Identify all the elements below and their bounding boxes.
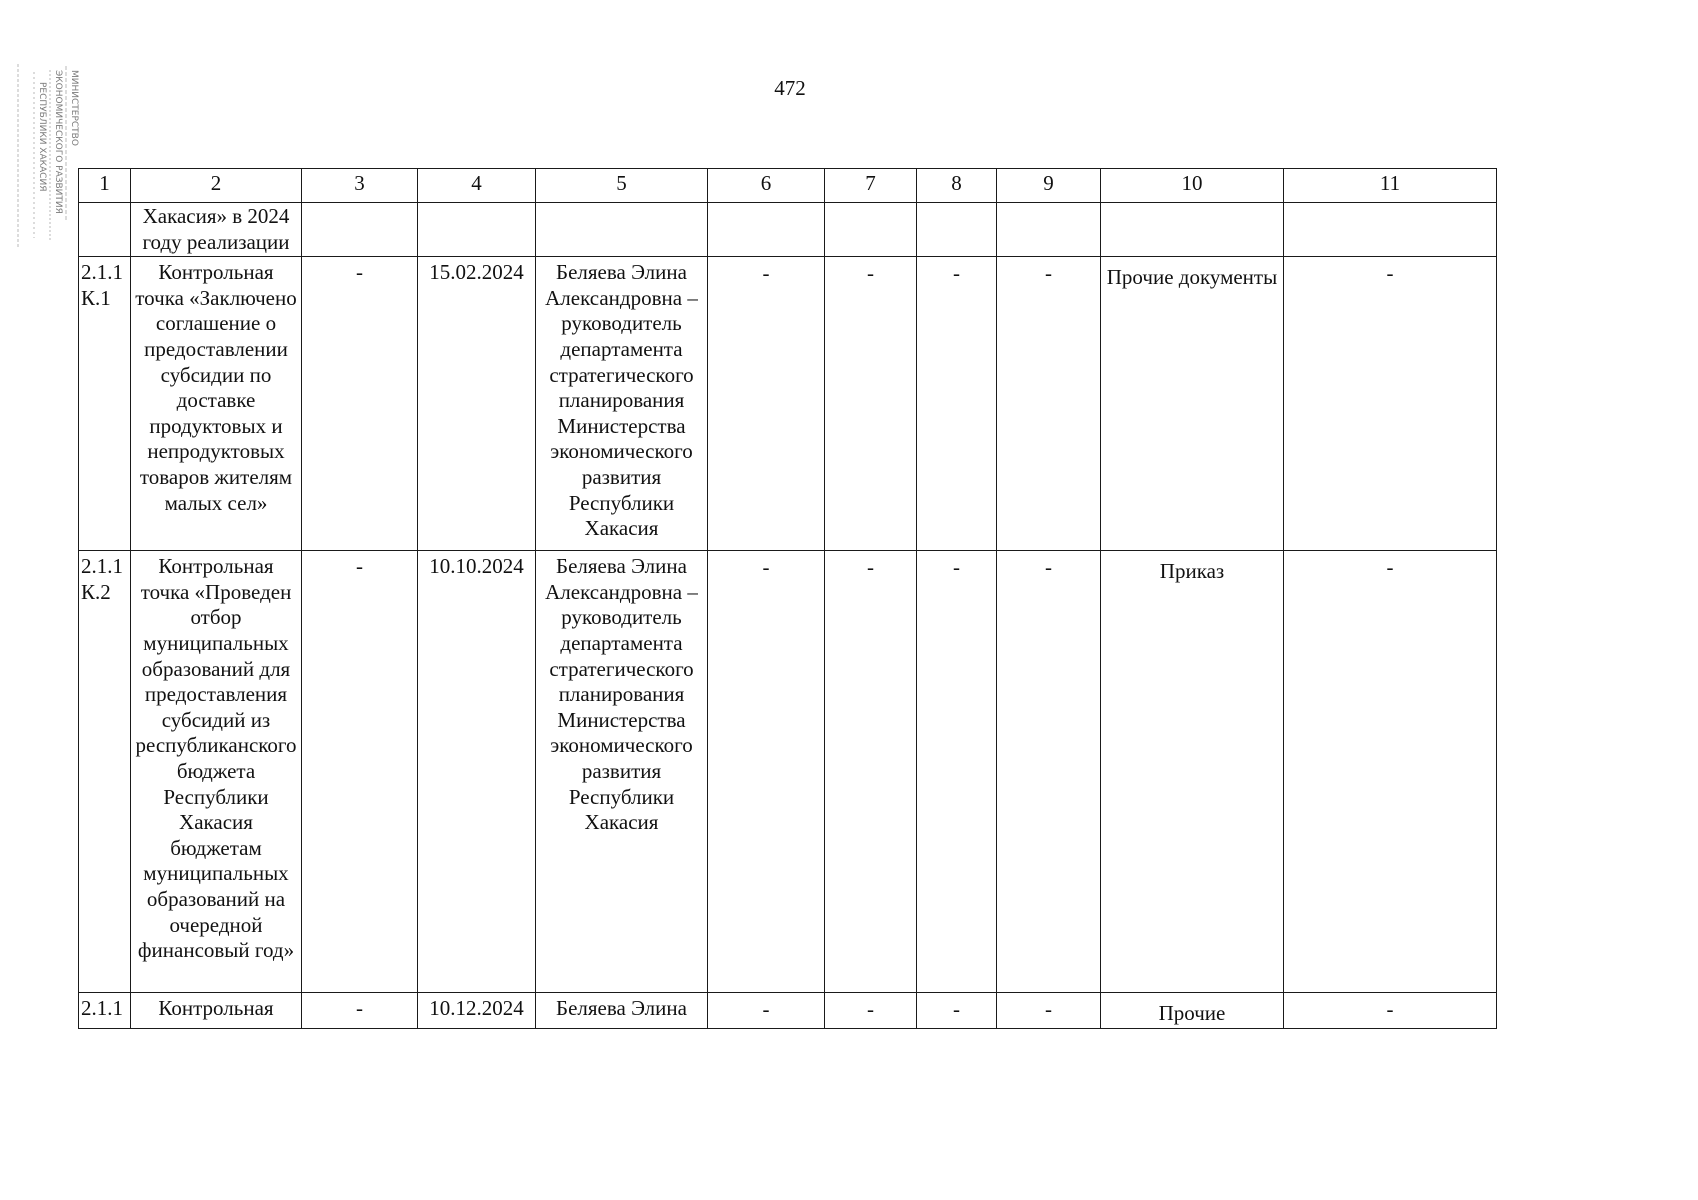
item-document-type: Прочие [1101, 993, 1284, 1029]
item-document-type: Приказ [1101, 551, 1284, 993]
table-cell [997, 203, 1101, 257]
item-date: 10.12.2024 [418, 993, 536, 1029]
item-responsible: Беляева Элина Александровна – руководитель департамента стратегического планирования Министерства экономического развития Республики Хакасия [536, 551, 708, 993]
item-document-type: Прочие документы [1101, 257, 1284, 551]
table-cell: - [997, 551, 1101, 993]
table-cell: - [917, 257, 997, 551]
table-cell: - [302, 993, 418, 1029]
header-cell-3: 3 [302, 169, 418, 203]
table-cell [825, 203, 917, 257]
table-cell [1284, 203, 1497, 257]
header-cell-8: 8 [917, 169, 997, 203]
table-cell [917, 203, 997, 257]
header-cell-2: 2 [131, 169, 302, 203]
header-cell-1: 1 [79, 169, 131, 203]
table-cell [1101, 203, 1284, 257]
table-cell: - [825, 257, 917, 551]
item-description: Контрольная [131, 993, 302, 1029]
item-responsible: Беляева Элина [536, 993, 708, 1029]
table-cell: - [708, 257, 825, 551]
table-row [79, 257, 1497, 551]
table-cell: - [708, 551, 825, 993]
item-number: 2.1.1 К.1 [79, 257, 131, 551]
item-date: 10.10.2024 [418, 551, 536, 993]
table-cell: - [825, 551, 917, 993]
registration-stamp [14, 62, 79, 252]
table-cell: - [997, 257, 1101, 551]
header-cell-4: 4 [418, 169, 536, 203]
table-cell: - [825, 993, 917, 1029]
stamp-line-3: РЕСПУБЛИКИ ХАКАСИЯ [37, 82, 47, 192]
item-date: 15.02.2024 [418, 257, 536, 551]
schedule-table [78, 168, 1497, 1029]
table-cell [708, 203, 825, 257]
table-cell [418, 203, 536, 257]
header-cell-6: 6 [708, 169, 825, 203]
table-cell: - [917, 993, 997, 1029]
table-cell: - [302, 551, 418, 993]
table-cell: - [917, 551, 997, 993]
header-cell-10: 10 [1101, 169, 1284, 203]
stamp-line-1: МИНИСТЕРСТВО [69, 70, 79, 146]
table-cell: - [708, 993, 825, 1029]
table-cell [302, 203, 418, 257]
item-number: 2.1.1 К.2 [79, 551, 131, 993]
header-cell-11: 11 [1284, 169, 1497, 203]
table-cell [79, 203, 131, 257]
table-row [79, 551, 1497, 993]
table-cell: Хакасия» в 2024 году реализации [131, 203, 302, 257]
item-description: Контрольная точка «Проведен отбор муниципальных образований для предоставления субсидий из республиканского бюджета Республики Хакасия бюджетам муниципальных образований на очередной финансовый год» [131, 551, 302, 993]
table-row [79, 993, 1497, 1029]
header-cell-7: 7 [825, 169, 917, 203]
item-responsible: Беляева Элина Александровна – руководитель департамента стратегического планирования Министерства экономического развития Республики Хакасия [536, 257, 708, 551]
table-cell [536, 203, 708, 257]
stamp-line-2: ЭКОНОМИЧЕСКОГО РАЗВИТИЯ [53, 70, 63, 214]
item-description: Контрольная точка «Заключено соглашение о предоставлении субсидии по доставке продуктовых и непродуктовых товаров жителям малых сел» [131, 257, 302, 551]
table-cell: - [1284, 551, 1497, 993]
page-number: 472 [774, 76, 806, 100]
table-cell: - [1284, 257, 1497, 551]
table-cell: - [1284, 993, 1497, 1029]
column-number-row [79, 169, 1497, 203]
item-number: 2.1.1 [79, 993, 131, 1029]
table-cell: - [997, 993, 1101, 1029]
header-cell-5: 5 [536, 169, 708, 203]
header-cell-9: 9 [997, 169, 1101, 203]
continuation-row [79, 203, 1497, 257]
table-cell: - [302, 257, 418, 551]
